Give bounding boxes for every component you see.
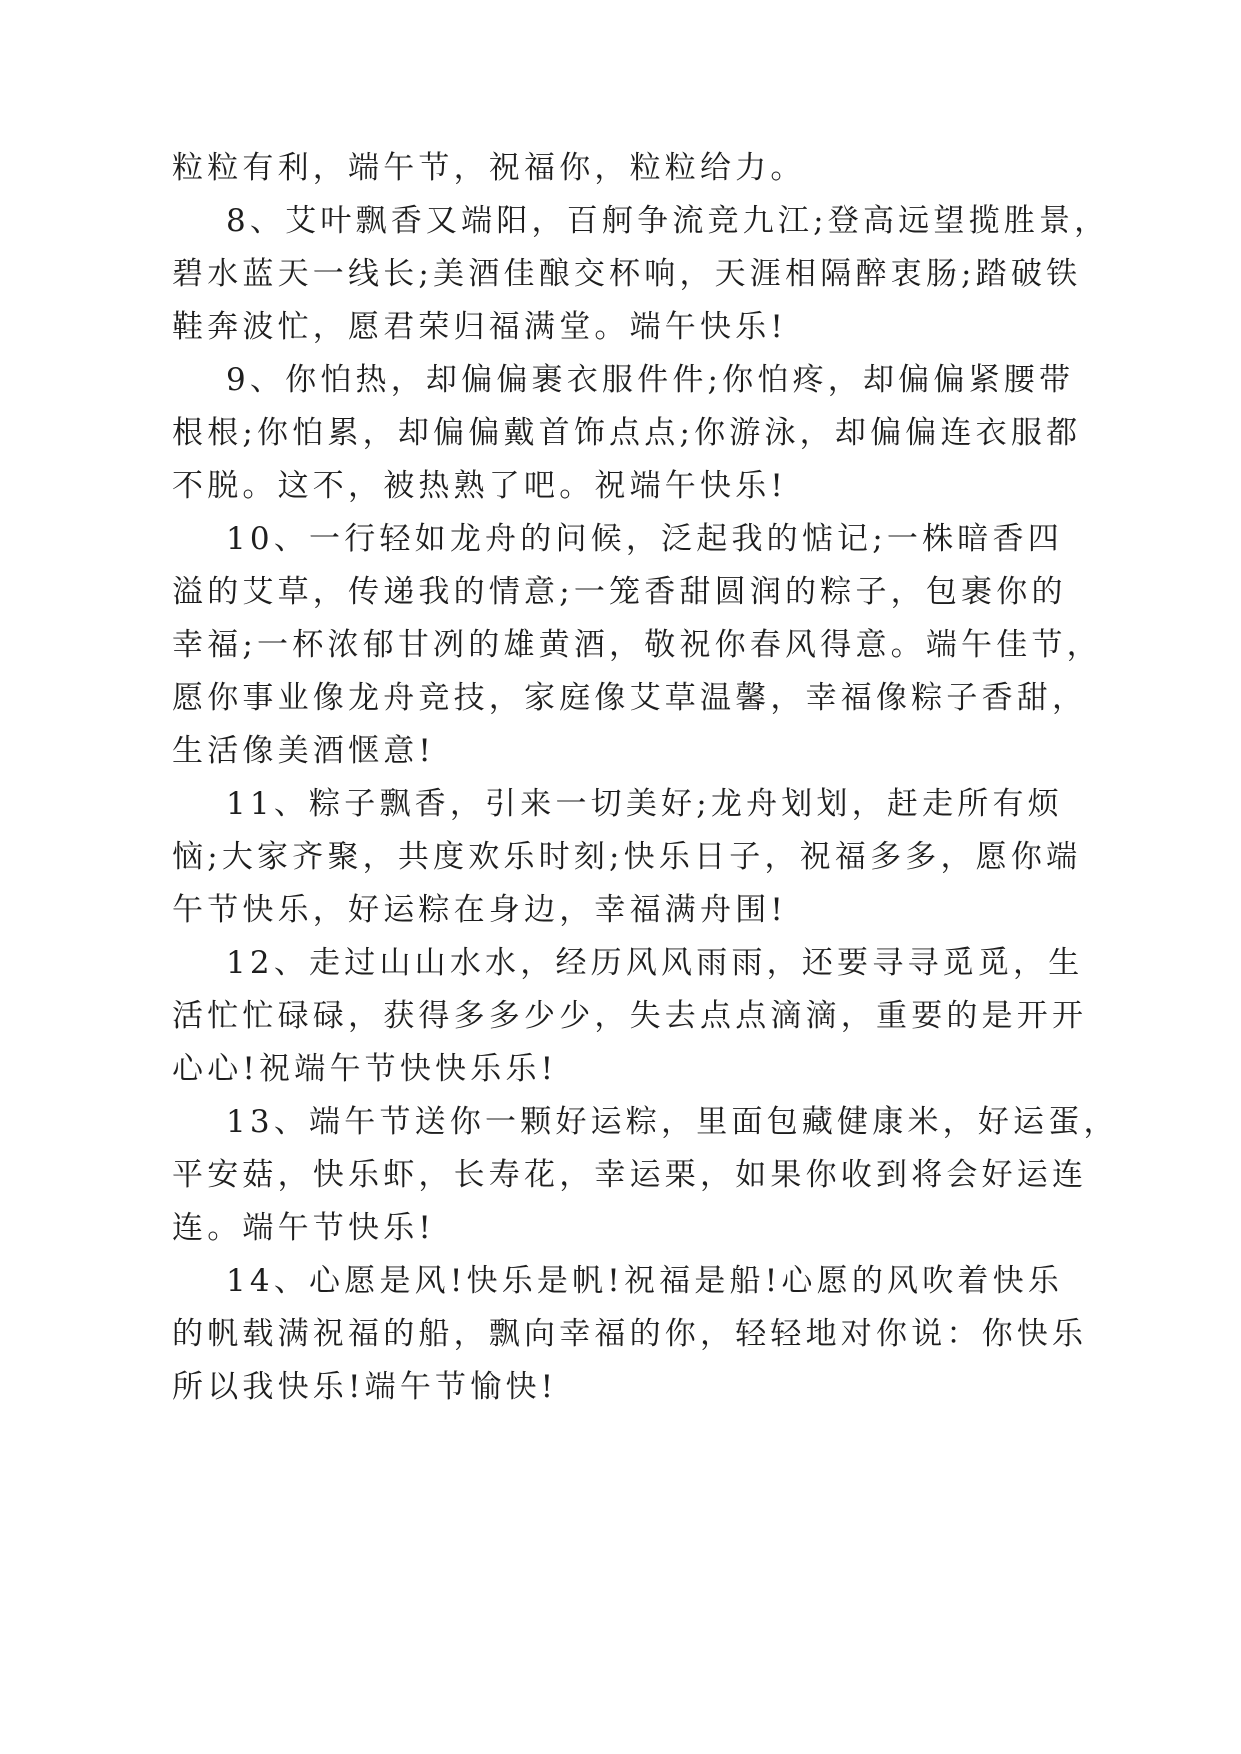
- text-line: 13、端午节送你一颗好运粽，里面包藏健康米，好运蛋，: [226, 1104, 1119, 1140]
- text-line: 的帆载满祝福的船，飘向幸福的你，轻轻地对你说：你快乐: [172, 1316, 1088, 1352]
- text-line: 根根;你怕累，却偏偏戴首饰点点;你游泳，却偏偏连衣服都: [172, 415, 1082, 451]
- text-line: 溢的艾草，传递我的情意;一笼香甜圆润的粽子，包裹你的: [172, 574, 1067, 610]
- text-line: 生活像美酒惬意!: [172, 733, 436, 769]
- text-line: 碧水蓝天一线长;美酒佳酿交杯响，天涯相隔醉衷肠;踏破铁: [172, 256, 1082, 292]
- text-line: 所以我快乐!端午节愉快!: [172, 1369, 558, 1405]
- text-line: 10、一行轻如龙舟的问候，泛起我的惦记;一株暗香四: [226, 521, 1063, 557]
- text-line: 平安菇，快乐虾，长寿花，幸运栗，如果你收到将会好运连: [172, 1157, 1088, 1193]
- text-line: 9、你怕热，却偏偏裹衣服件件;你怕疼，却偏偏紧腰带: [226, 362, 1075, 398]
- text-line: 12、走过山山水水，经历风风雨雨，还要寻寻觅觅，生: [226, 945, 1084, 981]
- text-line: 连。端午节快乐!: [172, 1210, 436, 1246]
- text-line: 午节快乐，好运粽在身边，幸福满舟围!: [172, 892, 788, 928]
- text-line: 鞋奔波忙，愿君荣归福满堂。端午快乐!: [172, 309, 788, 345]
- text-line: 愿你事业像龙舟竞技，家庭像艾草温馨，幸福像粽子香甜，: [172, 680, 1088, 716]
- text-line: 粒粒有利，端午节，祝福你，粒粒给力。: [172, 150, 806, 186]
- text-line: 不脱。这不，被热熟了吧。祝端午快乐!: [172, 468, 788, 504]
- text-line: 14、心愿是风!快乐是帆!祝福是船!心愿的风吹着快乐: [226, 1263, 1064, 1299]
- text-line: 8、艾叶飘香又端阳，百舸争流竞九江;登高远望揽胜景，: [226, 203, 1110, 239]
- text-line: 心心!祝端午节快快乐乐!: [172, 1051, 558, 1087]
- text-line: 活忙忙碌碌，获得多多少少，失去点点滴滴，重要的是开开: [172, 998, 1088, 1034]
- text-line: 恼;大家齐聚，共度欢乐时刻;快乐日子，祝福多多，愿你端: [172, 839, 1082, 875]
- text-line: 幸福;一杯浓郁甘冽的雄黄酒，敬祝你春风得意。端午佳节，: [172, 627, 1102, 663]
- text-line: 11、粽子飘香，引来一切美好;龙舟划划，赶走所有烦: [226, 786, 1063, 822]
